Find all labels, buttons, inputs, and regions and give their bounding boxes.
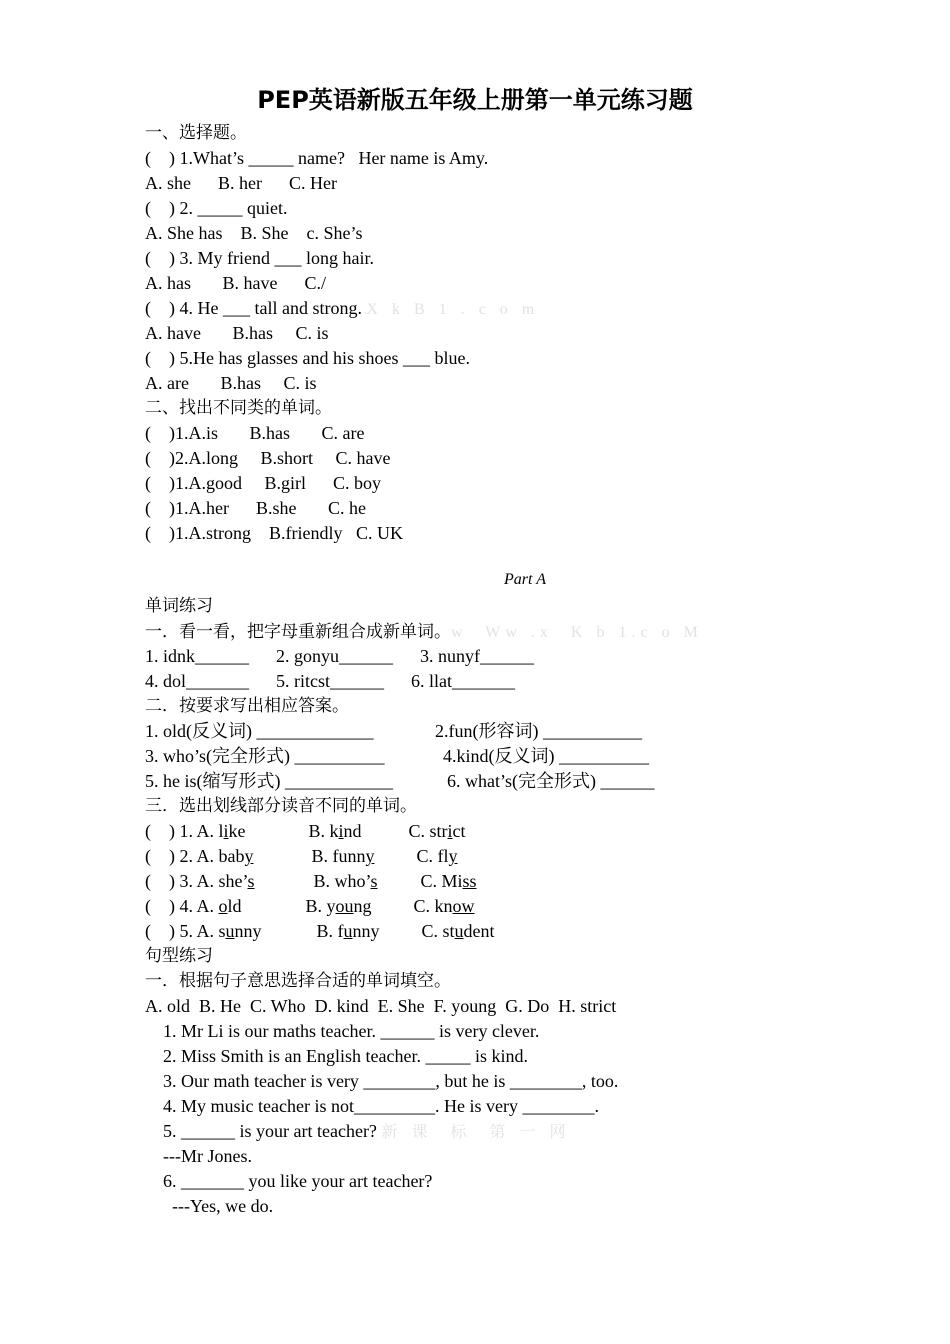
section-heading: 二、找出不同类的单词。 [145, 398, 332, 418]
section-heading: 一、选择题。 [145, 123, 247, 143]
question: 5. ______ is your art teacher? [163, 1121, 377, 1141]
answer-options: A. have B.has C. is [145, 323, 329, 343]
option-c: C. Miss [420, 871, 477, 891]
question-row [145, 296, 905, 321]
spacer [145, 546, 905, 566]
document-body [145, 121, 905, 1219]
question-number: ( ) 4. A. [145, 896, 219, 916]
watermark: X k B 1 . c o m [366, 301, 540, 318]
question: 2.fun(形容词) ___________ [435, 721, 642, 741]
option-c: C. strict [408, 821, 466, 841]
question-number: ( ) 3. A. [145, 871, 219, 891]
option-a: baby [218, 846, 254, 866]
answer-options: A. has B. have C./ [145, 273, 326, 293]
answer: ---Yes, we do. [172, 1196, 274, 1216]
question: ( ) 5.He has glasses and his shoes ___ blue. [145, 348, 470, 368]
option-a: old [218, 896, 242, 916]
question-row [145, 719, 905, 744]
question: 6. what’s(完全形式) ______ [447, 771, 655, 791]
question-row [145, 844, 905, 869]
option-b: B. kind [308, 821, 362, 841]
option-c: C. student [421, 921, 495, 941]
question: ( )1.A.strong B.friendly C. UK [145, 523, 403, 543]
section-heading: 三．选出划线部分读音不同的单词。 [145, 796, 417, 816]
question: ( ) 1.What’s _____ name? Her name is Amy. [145, 148, 489, 168]
question: ( )1.A.her B.she C. he [145, 498, 366, 518]
question: 4.kind(反义词) __________ [443, 746, 649, 766]
answer: ---Mr Jones. [163, 1146, 252, 1166]
question: ( ) 3. My friend ___ long hair. [145, 248, 374, 268]
answer-options: A. she B. her C. Her [145, 173, 337, 193]
question-row [145, 819, 905, 844]
option-b: B. funny [316, 921, 380, 941]
option-b: B. who’s [313, 871, 378, 891]
question: ( ) 2. _____ quiet. [145, 198, 288, 218]
question-number: ( ) 2. A. [145, 846, 219, 866]
section-heading: 二．按要求写出相应答案。 [145, 696, 349, 716]
word-bank: A. old B. He C. Who D. kind E. She F. young G. Do H. strict [145, 996, 617, 1016]
question: 1. Mr Li is our maths teacher. ______ is very clever. [163, 1021, 540, 1041]
question: 3. Our math teacher is very ________, but he is ________, too. [163, 1071, 619, 1091]
option-a: like [218, 821, 246, 841]
question: ( )1.A.good B.girl C. boy [145, 473, 381, 493]
question: 1. old(反义词) _____________ [145, 721, 374, 741]
question-row [145, 894, 905, 919]
subsection-title: 单词练习 [145, 596, 213, 616]
question-number: ( ) 5. A. [145, 921, 219, 941]
question: ( ) 4. He ___ tall and strong. [145, 298, 362, 318]
section-heading: 一．根据句子意思选择合适的单词填空。 [145, 971, 451, 991]
section-heading: 一．看一看，把字母重新组合成新单词。 [145, 622, 451, 642]
question: 4. My music teacher is not_________. He is very ________. [163, 1096, 599, 1116]
option-a: she’s [218, 871, 255, 891]
question: ( )2.A.long B.short C. have [145, 448, 391, 468]
question: ( )1.A.is B.has C. are [145, 423, 365, 443]
question: 6. _______ you like your art teacher? [163, 1171, 433, 1191]
question-row [145, 919, 905, 944]
option-c: C. fly [416, 846, 458, 866]
question: 5. he is(缩写形式) ____________ [145, 771, 393, 791]
question-row: 4. dol_______ 5. ritcst______ 6. llat_______ [145, 671, 515, 691]
option-a: sunny [218, 921, 262, 941]
question-row [145, 1119, 905, 1144]
answer-options: A. are B.has C. is [145, 373, 317, 393]
question-row [145, 869, 905, 894]
option-c: C. know [413, 896, 475, 916]
question: 3. who’s(完全形式) __________ [145, 746, 385, 766]
watermark: w Ww .x K b 1.c o M [451, 624, 703, 641]
option-b: B. funny [311, 846, 375, 866]
question-number: ( ) 1. A. [145, 821, 219, 841]
section-heading-row [145, 619, 905, 644]
watermark: 新 课 标 第 一 网 [381, 1124, 571, 1141]
question-row: 1. idnk______ 2. gonyu______ 3. nunyf______ [145, 646, 534, 666]
subsection-title: 句型练习 [145, 946, 213, 966]
part-label: Part A [504, 571, 546, 588]
option-b: B. young [305, 896, 372, 916]
page-title: PEP英语新版五年级上册第一单元练习题 [257, 86, 693, 114]
question-row [145, 769, 905, 794]
answer-options: A. She has B. She c. She’s [145, 223, 363, 243]
question: 2. Miss Smith is an English teacher. _____ is kind. [163, 1046, 528, 1066]
question-row [145, 744, 905, 769]
